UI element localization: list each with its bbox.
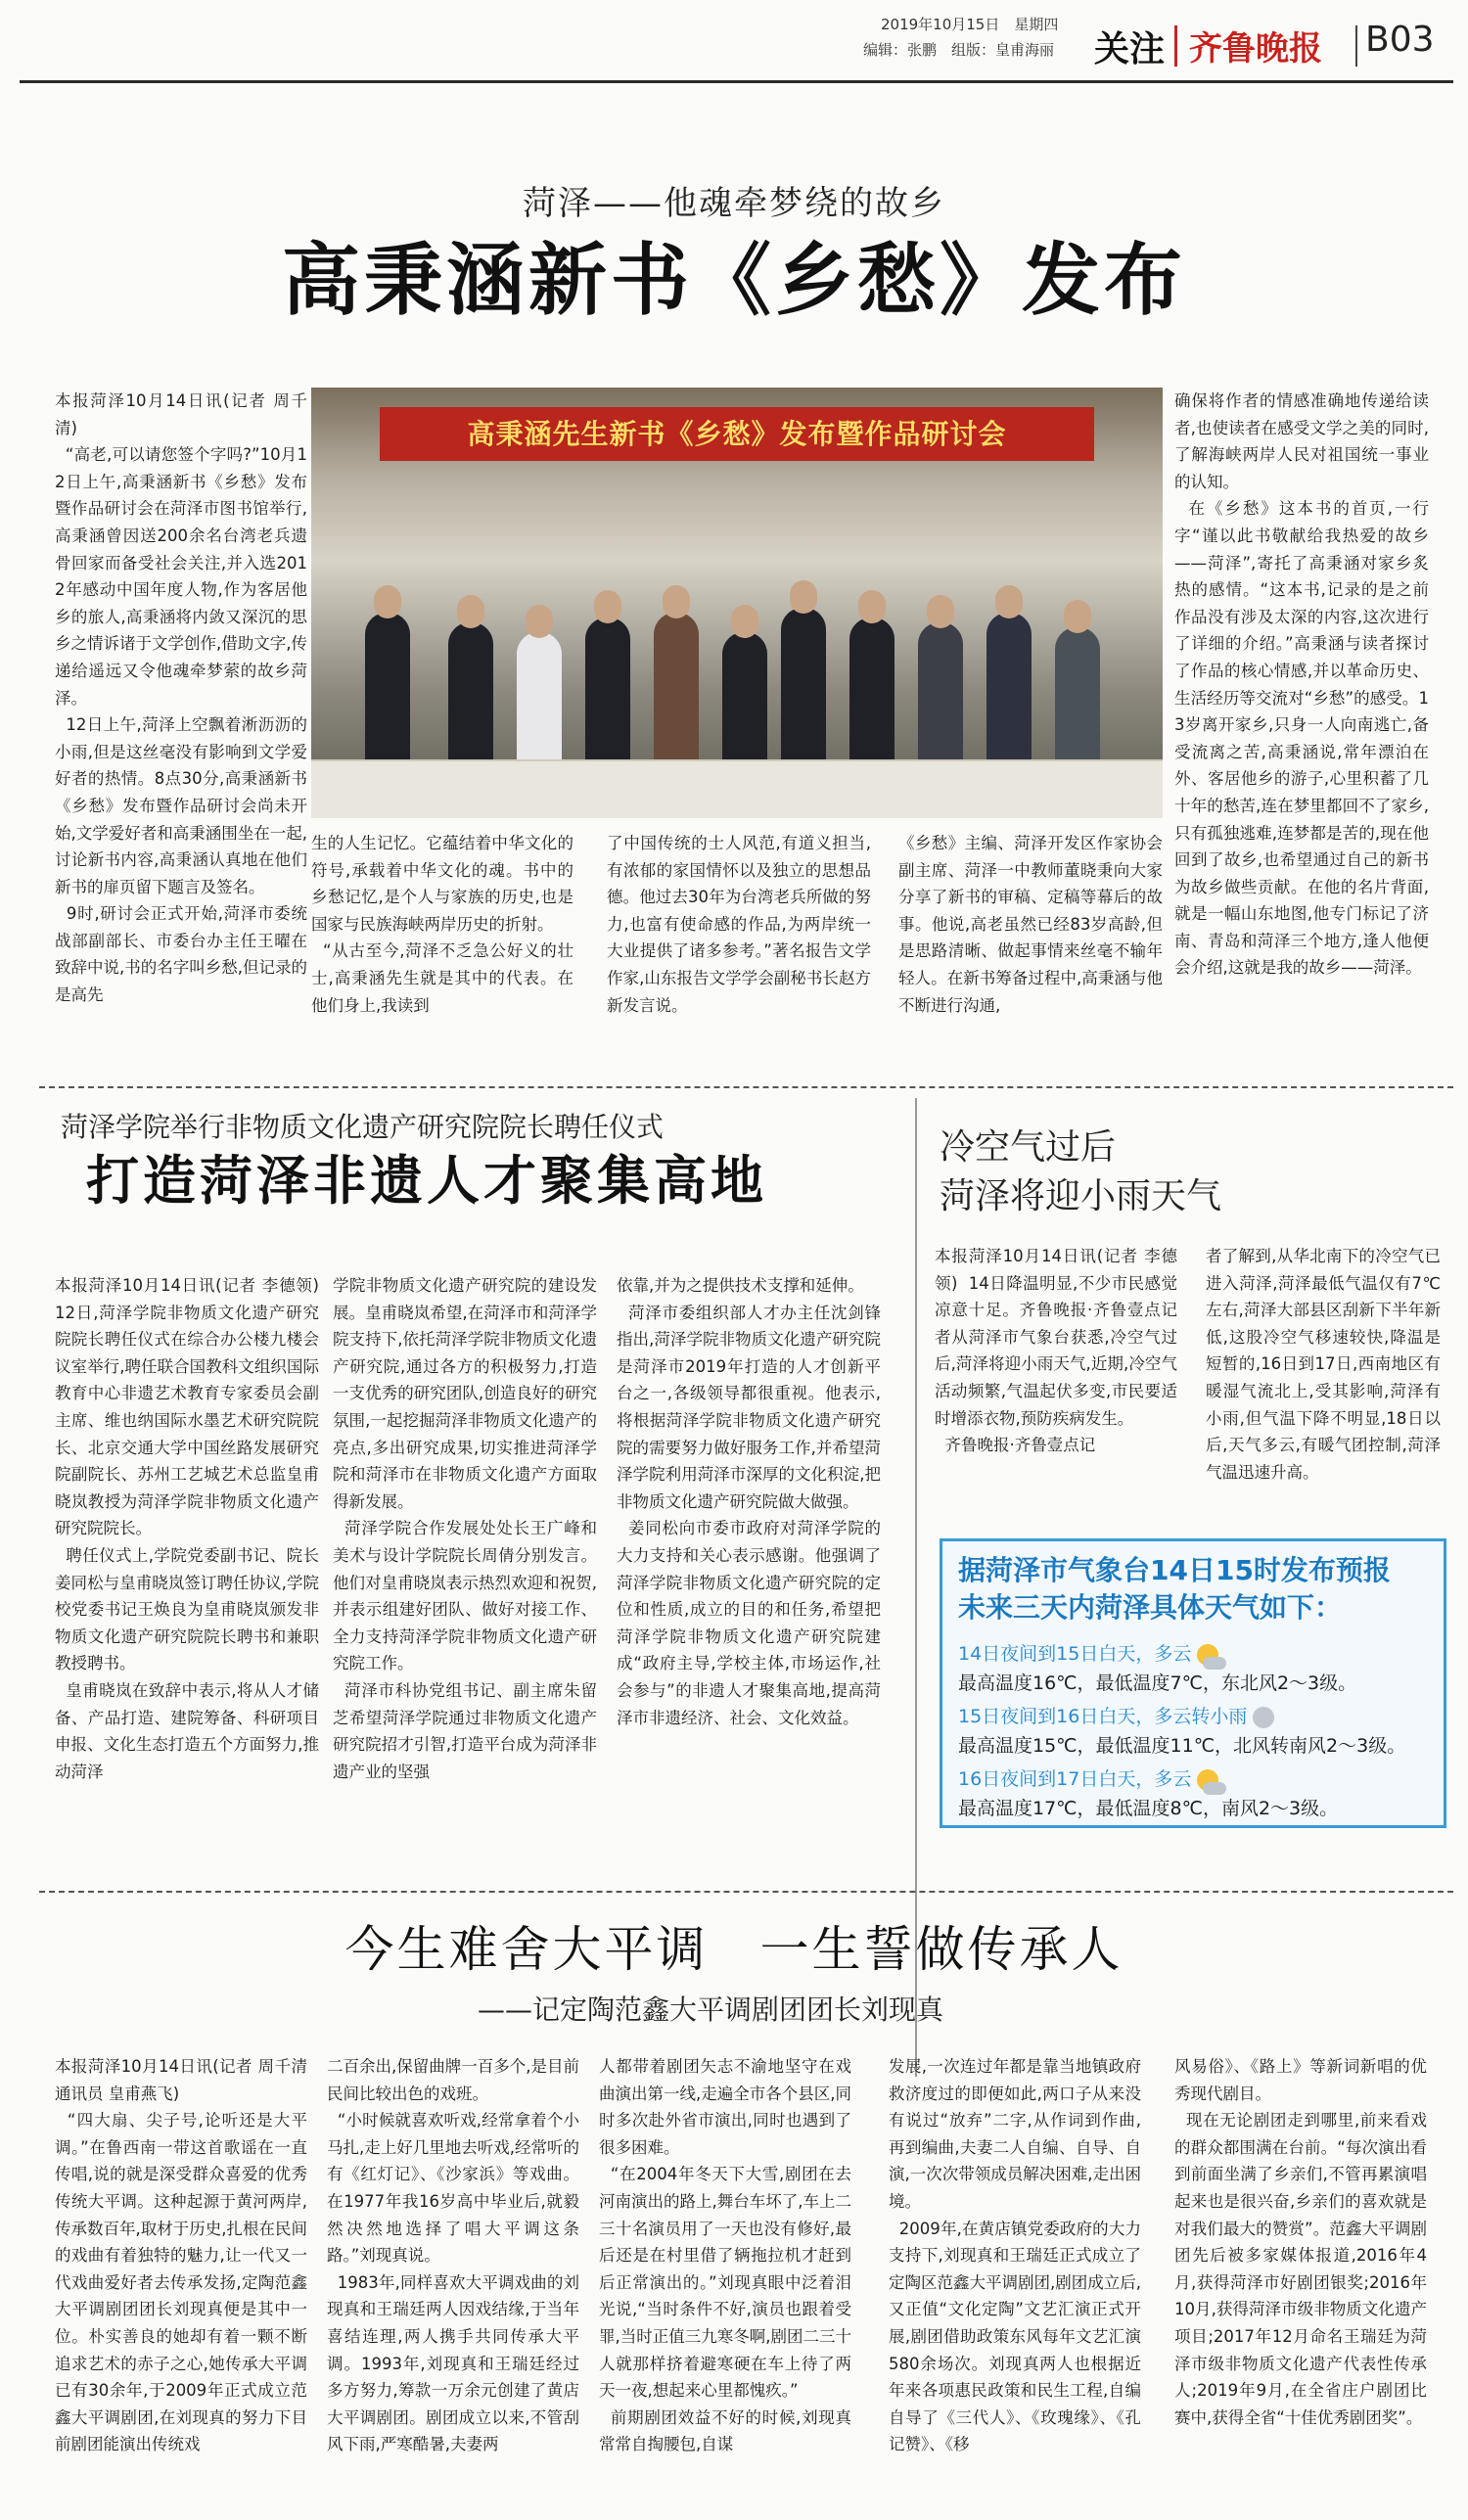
section-name: 关注 bbox=[1094, 29, 1166, 69]
article-column: 本报菏泽10月14日讯(记者 周千清 通讯员 皇甫燕飞) “四大扇、尖子号,论听还是大平调。”在鲁西南一带这首歌谣在一直传唱,说的就是深受群众喜爱的优秀传统大平调。这种起源于黄河两岸,传承数百年,取材于历史,扎根在民间的戏曲有着独特的魅力,让一代又一代戏曲爱好者去传承发扬,定陶范鑫大平调剧团团长刘现真便是其中一位。朴实善良的她却有着一颗不断追求艺术的赤子之心,她传承大平调已有30余年,于2009年正式成立范鑫大平调剧团,在刘现真的努力下目前剧团能演出传统戏 bbox=[55, 2057, 307, 2454]
photo-figure-head bbox=[927, 595, 954, 628]
forecast-list bbox=[958, 1639, 1428, 1823]
photo-figure bbox=[986, 613, 1032, 779]
forecast-title: 据菏泽市气象台14日15时发布预报 bbox=[958, 1554, 1391, 1586]
forecast-temp: 最高温度17℃，最低温度8℃，南风2～3级。 bbox=[958, 1798, 1339, 1819]
page-number: B03 bbox=[1365, 20, 1435, 60]
photo-figure-head bbox=[457, 595, 484, 628]
photo-figure-head bbox=[995, 585, 1023, 619]
photo-figure bbox=[585, 618, 630, 779]
photo-figure bbox=[365, 613, 410, 779]
article-column: 本报菏泽10月14日讯(记者 李德领) 12日,菏泽学院非物质文化遗产研究院院长聘任仪式在综合办公楼九楼会议室举行,聘任联合国教科文组织国际教育中心非遗艺术教育专家委员会副主席、维也纳国际水墨艺术研究院院长、北京交通大学中国丝路发展研究院副院长、苏州工艺城艺术总监皇甫晓岚教授为菏泽学院非物质文化遗产研究院院长。 聘任仪式上,学院党委副书记、院长姜同松与皇甫晓岚签订聘任协议,学院校党委书记王焕良为皇甫晓岚颁发非物质文化遗产研究院院长聘书和兼职教授聘书。 皇甫晓岚在致辞中表示,将从人才储备、产品打造、建院筹备、科研项目申报、文化生态打造五个方面努力,推动菏泽 bbox=[55, 1276, 319, 1781]
photo-figure-head bbox=[663, 585, 690, 619]
article-headline: 打造菏泽非遗人才聚集高地 bbox=[86, 1150, 767, 1212]
article-kicker: 菏泽学院举行非物质文化遗产研究院院长聘任仪式 bbox=[61, 1111, 665, 1143]
forecast-item bbox=[958, 1764, 1428, 1823]
photo-figure bbox=[517, 632, 562, 779]
photo-figure bbox=[918, 622, 963, 779]
article-headline-line1: 冷空气过后 bbox=[940, 1127, 1117, 1168]
forecast-subtitle: 未来三天内菏泽具体天气如下： bbox=[958, 1591, 1343, 1624]
photo-banner: 高秉涵先生新书《乡愁》发布暨作品研讨会 bbox=[380, 407, 1094, 461]
forecast-day: 16日夜间到17日白天，多云 bbox=[958, 1764, 1428, 1794]
header-divider-2 bbox=[1355, 25, 1357, 67]
photo-figure-head bbox=[790, 580, 817, 614]
forecast-temp: 最高温度15℃，最低温度11℃，北风转南风2～3级。 bbox=[958, 1735, 1406, 1757]
photo-figure bbox=[781, 608, 826, 779]
article-column: 本报菏泽10月14日讯(记者 李德领) 14日降温明显,不少市民感觉凉意十足。齐鲁晚报·齐鲁壹点记者从菏泽市气象台获悉,冷空气过后,菏泽将迎小雨天气,近期,冷空气活动频繁,气温起伏多变,市民要适时增添衣物,预防疾病发生。 齐鲁晚报·齐鲁壹点记 bbox=[935, 1247, 1177, 1455]
article-column: 风易俗》、《路上》等新词新唱的优秀现代剧目。 现在无论剧团走到哪里,前来看戏的群众都围满在台前。“每次演出看到前面坐满了乡亲们,不管再累演唱起来也是很兴奋,乡亲们的喜欢就是对我们最大的赞赏”。范鑫大平调剧团先后被多家媒体报道,2016年4月,获得菏泽市好剧团银奖;2016年10月,获得菏泽市级非物质文化遗产项目;2017年12月命名王瑞廷为菏泽市级非物质文化遗产代表性传承人;2019年9月,在全省庄户剧团比赛中,获得全省“十佳优秀剧团奖”。 bbox=[1174, 2057, 1427, 2427]
forecast-item bbox=[958, 1702, 1428, 1761]
forecast-day: 14日夜间到15日白天，多云 bbox=[958, 1639, 1428, 1669]
partly-cloudy-icon bbox=[1197, 1644, 1218, 1666]
article-headline-line2: 菏泽将迎小雨天气 bbox=[940, 1176, 1222, 1216]
forecast-temp: 最高温度16℃，最低温度7℃，东北风2～3级。 bbox=[958, 1672, 1357, 1694]
article-column: 学院非物质文化遗产研究院的建设发展。皇甫晓岚希望,在菏泽市和菏泽学院支持下,依托菏泽学院非物质文化遗产研究院,通过各方的积极努力,打造一支优秀的研究团队,创造良好的研究氛围,一起挖掘菏泽非物质文化遗产的亮点,多出研究成果,切实推进菏泽学院和菏泽市在非物质文化遗产方面取得新发展。 菏泽学院合作发展处处长王广峰和美术与设计学院院长周倩分别发言。他们对皇甫晓岚表示热烈欢迎和祝贺,并表示组建好团队、做好对接工作、全力支持菏泽学院非物质文化遗产研究院工作。 菏泽市科协党组书记、副主席朱留芝希望菏泽学院通过非物质文化遗产研究院招才引智,打造平台成为菏泽非遗产业的坚强 bbox=[333, 1276, 597, 1781]
article-column: 依靠,并为之提供技术支撑和延伸。 菏泽市委组织部人才办主任沈剑锋指出,菏泽学院非物质文化遗产研究院是菏泽市2019年打造的人才创新平台之一,各级领导都很重视。他表示,将根据菏泽学院非物质文化遗产研究院的需要努力做好服务工作,并希望菏泽学院利用菏泽市深厚的文化积淀,把非物质文化遗产研究院做大做强。 姜同松向市委市政府对菏泽学院的大力支持和关心表示感谢。他强调了菏泽学院非物质文化遗产研究院的定位和性质,成立的目的和任务,希望把菏泽学院非物质文化遗产研究院建成“政府主导,学校主体,市场运作,社会参与”的非遗人才聚集高地,提高菏泽市非遗经济、社会、文化效益。 bbox=[617, 1276, 881, 1727]
photo-table bbox=[311, 759, 1163, 818]
header-rule bbox=[20, 80, 1453, 83]
article-column: 本报菏泽10月14日讯(记者 周千清) “高老,可以请您签个字吗?”10月12日上午,高秉涵新书《乡愁》发布暨作品研讨会在菏泽市图书馆举行,高秉涵曾因送200余名台湾老兵遗骨回家而备受社会关注,并入选2012年感动中国年度人物,作为客居他乡的旅人,高秉涵将内敛又深沉的思乡之情诉诸于文学创作,借助文字,传递给遥远又令他魂牵梦萦的故乡菏泽。 12日上午,菏泽上空飘着淅沥沥的小雨,但是这丝毫没有影响到文学爱好者的热情。8点30分,高秉涵新书《乡愁》发布暨作品研讨会尚未开始,文学爱好者和高秉涵围坐在一起,讨论新书内容,高秉涵认真地在他们新书的扉页留下题言及签名。 9时,研讨会正式开始,菏泽市委统战部副部长、市委台办主任王曜在致辞中说,书的名字叫乡愁,但记录的是高先 bbox=[55, 391, 307, 1005]
header-divider bbox=[1174, 25, 1177, 67]
forecast-day: 15日夜间到16日白天，多云转小雨 bbox=[958, 1702, 1428, 1731]
photo-figure bbox=[722, 632, 767, 779]
cloud-rain-icon bbox=[1253, 1707, 1274, 1728]
issue-date: 2019年10月15日 星期四 bbox=[881, 16, 1059, 33]
article-kicker: 菏泽——他魂牵梦绕的故乡 bbox=[523, 184, 945, 223]
photo-figure bbox=[849, 618, 895, 779]
article-column: 确保将作者的情感准确地传递给读者,也使读者在感受文学之美的同时,了解海峡两岸人民对祖国统一事业的认知。 在《乡愁》这本书的首页,一行字“谨以此书敬献给我热爱的故乡——菏泽”,寄托了高秉涵对家乡炙热的感情。“这本书,记录的是之前作品没有涉及太深的内容,这次进行了详细的介绍。”高秉涵与读者探讨了作品的核心情感,并以革命历史、生活经历等交流对“乡愁”的感受。13岁离开家乡,只身一人向南逃亡,备受流离之苦,高秉涵说,常年漂泊在外、客居他乡的游子,心里积蓄了几十年的愁苦,连在梦里都回不了家乡,只有孤独逃难,连梦都是苦的,现在他回到了故乡,也希望通过自己的新书为故乡做些贡献。在他的名片背面,就是一幅山东地图,他专门标记了济南、青岛和菏泽三个地方,逢人他便会介绍,这就是我的故乡——菏泽。 bbox=[1174, 391, 1429, 978]
article-headline: 今生难舍大平调 一生誓做传承人 bbox=[344, 1921, 1124, 1978]
photo-figure-head bbox=[1064, 600, 1091, 633]
section-divider bbox=[39, 1891, 1453, 1893]
photo-figure-head bbox=[374, 585, 401, 619]
article-column: 《乡愁》主编、菏泽开发区作家协会副主席、菏泽一中教师董晓秉向大家分享了新书的审稿、定稿等幕后的故事。他说,高老虽然已经83岁高龄,但是思路清晰、做起事情来丝毫不输年轻人。在新书筹备过程中,高秉涵与他不断进行沟通, bbox=[898, 834, 1163, 1015]
article-column: 者了解到,从华北南下的冷空气已进入菏泽,菏泽最低气温仅有7℃左右,菏泽大部县区刮新下半年新低,这股冷空气移速较快,降温是短暂的,16日到17日,西南地区有暖湿气流北上,受其影响,菏泽有小雨,但气温下降不明显,18日以后,天气多云,有暖气团控制,菏泽气温迅速升高。 bbox=[1206, 1247, 1441, 1482]
photo-figure bbox=[448, 622, 493, 779]
article-column: 人都带着剧团矢志不渝地坚守在戏曲演出第一线,走遍全市各个县区,同时多次赴外省市演出,同时也遇到了很多困难。 “在2004年冬天下大雪,剧团在去河南演出的路上,舞台车坏了,车上二三十名演员用了一天也没有修好,最后还是在村里借了辆拖拉机才赶到后正常演出的。”刘现真眼中泛着泪光说,“当时条件不好,演员也跟着受罪,当时正值三九寒冬啊,剧团二三十人就那样挤着避寒硬在车上待了两天一夜,想起来心里都愧疚。” 前期剧团效益不好的时候,刘现真常常自掏腰包,自谋 bbox=[599, 2057, 851, 2454]
article-column: 二百余出,保留曲牌一百多个,是目前民间比较出色的戏班。 “小时候就喜欢听戏,经常拿着个小马扎,走上好几里地去听戏,经常听的有《红灯记》、《沙家浜》等戏曲。在1977年我16岁高中毕业后,就毅然决然地选择了唱大平调这条路。”刘现真说。 1983年,同样喜欢大平调戏曲的刘现真和王瑞廷两人因戏结缘,于当年喜结连理,两人携手共同传承大平调。1993年,刘现真和王瑞廷经过多方努力,筹款一万余元创建了黄店大平调剧团。剧团成立以来,不管刮风下雨,严寒酷暑,夫妻两 bbox=[327, 2057, 579, 2454]
article-column: 生的人生记忆。它蕴结着中华文化的符号,承载着中华文化的魂。书中的乡愁记忆,是个人与家族的历史,也是国家与民族海峡两岸历史的折射。 “从古至今,菏泽不乏急公好义的壮士,高秉涵先生就是其中的代表。在他们身上,我读到 bbox=[311, 834, 573, 1015]
partly-cloudy-icon bbox=[1197, 1769, 1218, 1791]
weather-forecast-box bbox=[940, 1538, 1446, 1828]
photo-figure-head bbox=[594, 590, 621, 623]
article-column: 发展,一次连过年都是靠当地镇政府救济度过的即便如此,两口子从来没有说过“放弃”二字,从作词到作曲,再到编曲,夫妻二人自编、自导、自演,一次次带领成员解决困难,走出困境。 2009年,在黄店镇党委政府的大力支持下,刘现真和王瑞廷正式成立了定陶区范鑫大平调剧团,剧团成立后,又正值“文化定陶”文艺汇演正式开展,剧团借助政策东风每年文艺汇演580余场次。刘现真两人也根据近年来各项惠民政策和民生工程,自编自导了《三代人》、《玫瑰缘》、《孔记赞》、《移 bbox=[889, 2057, 1141, 2454]
article-headline: 高秉涵新书《乡愁》发布 bbox=[282, 235, 1186, 326]
event-photo bbox=[311, 388, 1163, 818]
photo-figure-head bbox=[858, 590, 886, 623]
editor-credit: 编辑：张鹏 组版：皇甫海丽 bbox=[863, 41, 1055, 59]
photo-figure-head bbox=[731, 605, 758, 638]
article-subtitle: ——记定陶范鑫大平调剧团团长刘现真 bbox=[478, 1993, 944, 2026]
section-divider bbox=[39, 1086, 1453, 1088]
photo-figure bbox=[654, 613, 699, 779]
forecast-item bbox=[958, 1639, 1428, 1698]
article-column: 了中国传统的士人风范,有道义担当,有浓郁的家国情怀以及独立的思想品德。他过去30年为台湾老兵所做的努力,也富有使命感的作品,为两岸统一大业提供了诸多参考。”著名报告文学作家,山东报告文学学会副秘书长赵方新发言说。 bbox=[607, 834, 871, 1015]
photo-figure-head bbox=[526, 605, 553, 638]
photo-figure bbox=[1055, 627, 1100, 779]
newspaper-logo: 齐鲁晚报 bbox=[1189, 29, 1322, 69]
